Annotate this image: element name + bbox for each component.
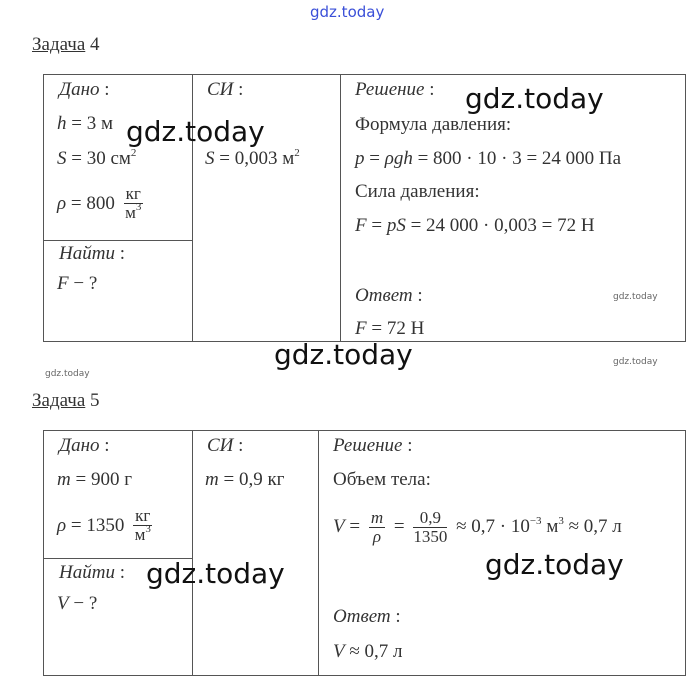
task5-answer: V ≈ 0,7 л <box>333 641 403 662</box>
task4-find-header: Найти : <box>59 243 125 264</box>
task4-given-s: S = 30 $см^2$ <box>57 147 137 169</box>
task4-pressure-formula: p = ρgh = 800 · 10 · 3 = 24 000 Па <box>355 148 622 169</box>
task5-find-header: Найти : <box>59 562 125 583</box>
task4-si-s: S = 0,003 $м^2$ <box>205 147 300 169</box>
task5-si-header: СИ : <box>207 435 244 456</box>
task4-solution-header: Решение : <box>355 79 435 100</box>
task4-title <box>32 34 100 56</box>
task4-rho-unit: $\frac{кг}{м^3}$ <box>125 184 142 222</box>
task5-title <box>32 390 100 412</box>
task5-divider-1 <box>192 431 193 675</box>
watermark-big: gdz.today <box>146 557 285 590</box>
task4-divider-given <box>44 240 192 241</box>
task4-formula-label: Формула давления: <box>355 114 512 135</box>
task4-title-number: 4 <box>90 34 100 55</box>
task4-find-f: F − ? <box>57 273 98 294</box>
task5-volume-formula: V = $\frac{m}{\rho}$ = $\frac{0,9}{1350}$ ≈ $0,7 \cdot 10^{-3}$ $м^3 \approx 0,7$ л <box>333 508 622 546</box>
task5-divider-2 <box>318 431 319 675</box>
task5-si-m: m = 0,9 кг <box>205 469 285 490</box>
task5-find-v: V − ? <box>57 593 98 614</box>
task4-divider-2 <box>340 75 341 341</box>
task4-answer: F = 72 Н <box>355 318 425 339</box>
task5-given-rho: ρ = 1350 $\frac{кг}{м^3}$ <box>57 506 151 544</box>
task4-si-header: СИ : <box>207 79 244 100</box>
watermark-small: gdz.today <box>45 369 90 379</box>
watermark-big: gdz.today <box>465 82 604 115</box>
task4-given-rho: ρ = 800 $\frac{кг}{м^3}$ <box>57 184 142 222</box>
task4-given-h: h = 3 м <box>57 113 113 134</box>
watermark-top: gdz.today <box>310 3 385 21</box>
watermark-big: gdz.today <box>274 338 413 371</box>
task5-volume-label: Объем тела: <box>333 469 431 490</box>
task4-given-header: Дано : <box>59 79 110 100</box>
watermark-big: gdz.today <box>485 548 624 581</box>
task4-answer-header: Ответ : <box>355 285 423 306</box>
watermark-small: gdz.today <box>613 292 658 302</box>
task5-given-header: Дано : <box>59 435 110 456</box>
watermark-small: gdz.today <box>613 357 658 367</box>
task4-title-word: Задача <box>32 34 86 55</box>
task4-force-label: Сила давления: <box>355 181 480 202</box>
task5-given-m: m = 900 г <box>57 469 132 490</box>
watermark-big: gdz.today <box>126 115 265 148</box>
task4-force-formula: F = pS = 24 000 · 0,003 = 72 Н <box>355 215 595 236</box>
task5-solution-header: Решение : <box>333 435 413 456</box>
task5-answer-header: Ответ : <box>333 606 401 627</box>
task5-title-word: Задача <box>32 390 86 411</box>
task5-rho-unit: $\frac{кг}{м^3}$ <box>134 506 151 544</box>
task5-fraction-values: $\frac{0,9}{1350}$ <box>413 508 448 546</box>
task5-fraction-m-rho: $\frac{m}{\rho}$ <box>370 508 384 546</box>
task5-title-number: 5 <box>90 390 100 411</box>
